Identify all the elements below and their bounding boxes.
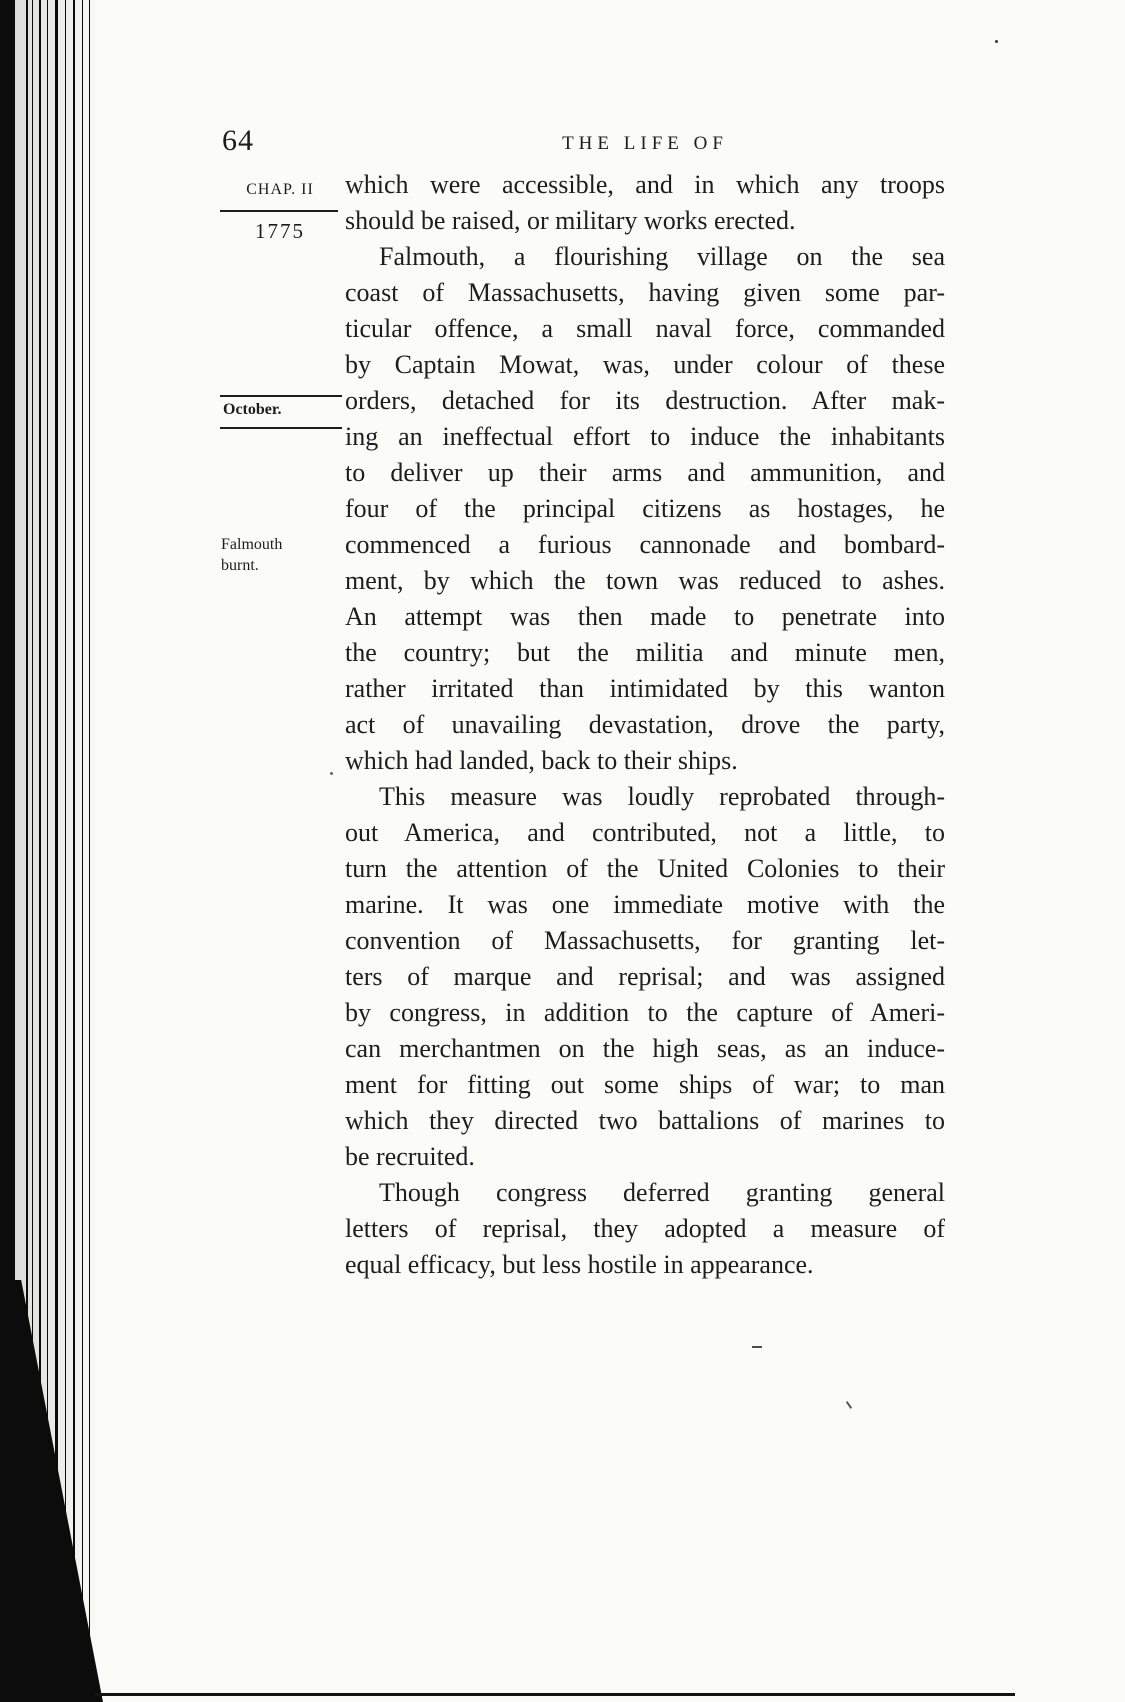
page-number: 64 xyxy=(222,124,254,157)
text-line: should be raised, or military works erected. xyxy=(345,206,796,235)
text-line: Falmouth, a flourishing village on the sea xyxy=(379,242,945,271)
text-line: four of the principal citizens as hostages, he xyxy=(345,494,945,523)
scan-speck xyxy=(846,1401,852,1409)
text-line: ment, by which the town was reduced to ashes. xyxy=(345,566,945,595)
scan-binding-line xyxy=(55,0,58,1702)
sidenote-year: 1775 xyxy=(255,219,305,243)
text-line: ticular offence, a small naval force, commanded xyxy=(345,314,945,343)
text-line: ing an ineffectual effort to induce the inhabitants xyxy=(345,422,945,451)
running-header: THE LIFE OF xyxy=(562,133,728,154)
text-line: rather irritated than intimidated by this wanton xyxy=(345,674,945,703)
text-line: An attempt was then made to penetrate into xyxy=(345,602,945,631)
text-line: commenced a furious cannonade and bombard- xyxy=(345,530,945,559)
scan-speck xyxy=(752,1346,762,1348)
scan-speck xyxy=(995,40,998,43)
sidenote-falmouth-line1: Falmouth xyxy=(221,536,283,553)
scan-binding-line xyxy=(73,0,75,1702)
text-line: be recruited. xyxy=(345,1142,475,1171)
sidenote-falmouth-burnt xyxy=(221,534,282,576)
text-line: the country; but the militia and minute men, xyxy=(345,638,945,667)
scan-binding-line xyxy=(65,0,66,1702)
sidenote-rule xyxy=(220,395,342,397)
text-line: letters of reprisal, they adopted a measure of xyxy=(345,1214,945,1243)
text-line: ters of marque and reprisal; and was assigned xyxy=(345,962,945,991)
scan-binding-bar xyxy=(0,0,15,1702)
text-line: marine. It was one immediate motive with the xyxy=(345,890,945,919)
text-line: which they directed two battalions of marines to xyxy=(345,1106,945,1135)
body-text xyxy=(345,167,945,1283)
text-line: which were accessible, and in which any troops xyxy=(345,170,945,199)
text-line: This measure was loudly reprobated through- xyxy=(379,782,945,811)
text-line: ment for fitting out some ships of war; to man xyxy=(345,1070,945,1099)
paragraph xyxy=(345,239,945,779)
text-line: which had landed, back to their ships. xyxy=(345,746,738,775)
scan-binding-line xyxy=(89,0,90,1702)
text-line: by Captain Mowat, was, under colour of these xyxy=(345,350,945,379)
paragraph xyxy=(345,167,945,239)
text-line: orders, detached for its destruction. After mak- xyxy=(345,386,945,415)
sidenote-chapter: CHAP. II xyxy=(246,181,314,198)
scan-binding-line xyxy=(82,0,83,1702)
text-line: to deliver up their arms and ammunition, and xyxy=(345,458,945,487)
text-line: out America, and contributed, not a little, to xyxy=(345,818,945,847)
text-line: equal efficacy, but less hostile in appearance. xyxy=(345,1250,814,1279)
scan-speck xyxy=(330,772,333,775)
paragraph xyxy=(345,1175,945,1283)
text-line: coast of Massachusetts, having given some par- xyxy=(345,278,945,307)
sidenote-falmouth-line2: burnt. xyxy=(221,557,259,574)
text-line: act of unavailing devastation, drove the party, xyxy=(345,710,945,739)
sidenote-october: October. xyxy=(223,401,282,418)
text-line: can merchantmen on the high seas, as an induce- xyxy=(345,1034,945,1063)
text-line: convention of Massachusetts, for granting let- xyxy=(345,926,945,955)
sidenote-rule xyxy=(220,427,342,429)
text-line: Though congress deferred granting general xyxy=(379,1178,945,1207)
text-line: turn the attention of the United Colonies to their xyxy=(345,854,945,883)
paragraph xyxy=(345,779,945,1175)
sidenote-rule xyxy=(220,210,338,212)
scan-bottom-edge xyxy=(95,1693,1015,1696)
text-line: by congress, in addition to the capture of Ameri- xyxy=(345,998,945,1027)
